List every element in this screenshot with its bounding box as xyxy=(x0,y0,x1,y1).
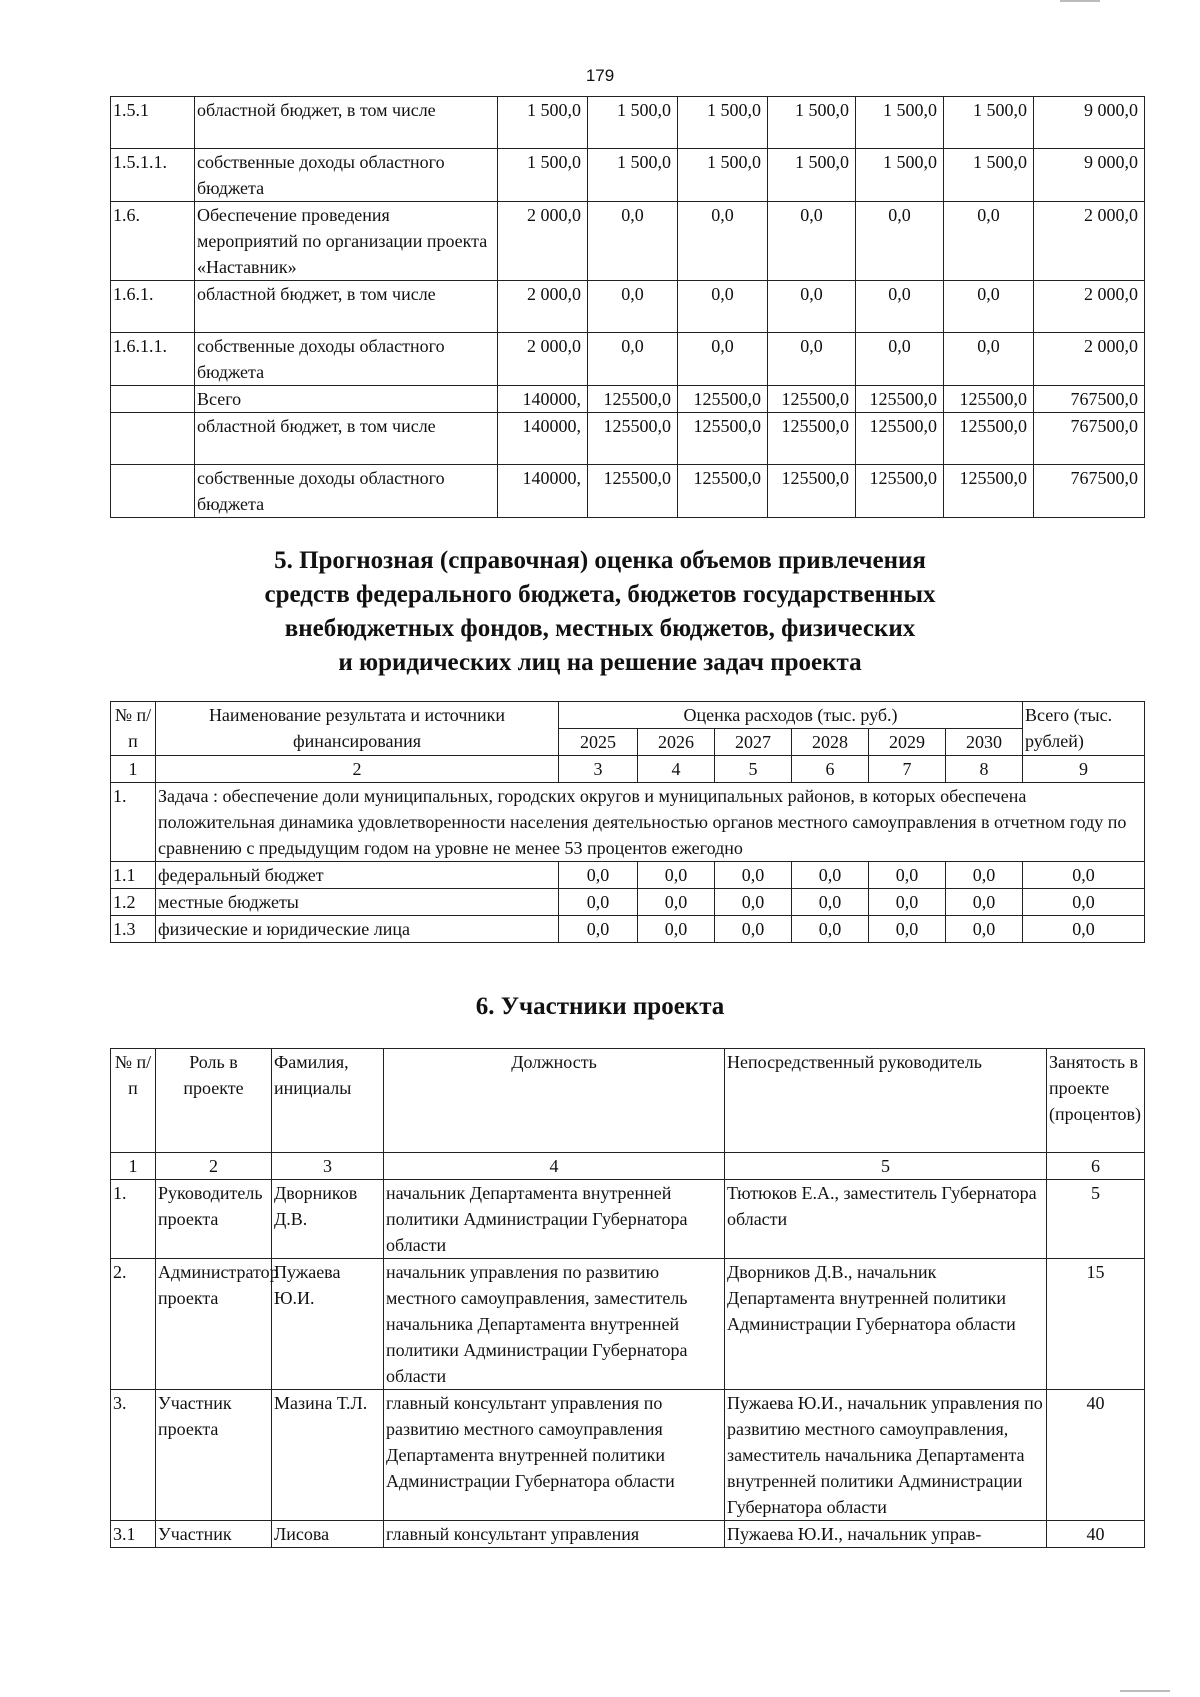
manager-cell: Пужаева Ю.И., начальник управ- xyxy=(725,1521,1047,1548)
scan-artifact xyxy=(1060,0,1100,2)
value-cell: 125500,0 xyxy=(588,465,678,518)
value-cell: 0,0 xyxy=(638,862,715,889)
value-cell: 0,0 xyxy=(768,281,856,333)
value-cell: 0,0 xyxy=(946,916,1023,943)
value-cell: 140000, xyxy=(498,413,588,465)
value-cell: 125500,0 xyxy=(768,413,856,465)
value-cell: 125500,0 xyxy=(944,413,1034,465)
finance-table xyxy=(110,96,1145,518)
row-name: собственные доходы областного бюджета xyxy=(195,333,498,386)
participants-body xyxy=(111,1049,1145,1548)
value-cell: 1 500,0 xyxy=(768,149,856,202)
row-number xyxy=(111,386,195,413)
value-cell: 0,0 xyxy=(715,916,792,943)
value-cell: 0,0 xyxy=(559,862,638,889)
row-number: 3. xyxy=(111,1390,156,1521)
header-estimate: Оценка расходов (тыс. руб.) xyxy=(559,702,1023,729)
header-name: Наименование результата и источники финансирования xyxy=(156,702,559,756)
year-header: 2028 xyxy=(792,729,869,756)
value-cell: 125500,0 xyxy=(588,413,678,465)
role-cell: Участник проекта xyxy=(156,1390,272,1521)
value-cell: 0,0 xyxy=(792,889,869,916)
manager-cell: Дворников Д.В., начальник Департамента внутренней политики Администрации Губернатора области xyxy=(725,1259,1047,1390)
section5-title-line: и юридических лиц на решение задач проекта xyxy=(338,649,862,676)
value-cell: 125500,0 xyxy=(944,386,1034,413)
scan-artifact xyxy=(1120,1690,1170,1692)
table-header-row xyxy=(111,702,1145,729)
funding-estimate-table xyxy=(110,701,1145,943)
table-row xyxy=(111,386,1145,413)
col-number: 3 xyxy=(559,756,638,783)
funding-estimate-body xyxy=(111,702,1145,943)
value-cell: 0,0 xyxy=(946,889,1023,916)
value-cell: 0,0 xyxy=(715,862,792,889)
value-cell: 1 500,0 xyxy=(498,149,588,202)
col-number: 4 xyxy=(638,756,715,783)
row-number: 1.3 xyxy=(111,916,156,943)
value-cell: 0,0 xyxy=(946,862,1023,889)
value-cell: 2 000,0 xyxy=(498,202,588,281)
value-cell: 0,0 xyxy=(638,889,715,916)
total-cell: 0,0 xyxy=(1023,889,1145,916)
total-cell: 9 000,0 xyxy=(1034,97,1145,149)
section5-title-line: средств федерального бюджета, бюджетов государственных xyxy=(264,581,936,608)
value-cell: 1 500,0 xyxy=(856,97,944,149)
total-cell: 0,0 xyxy=(1023,916,1145,943)
table-row xyxy=(111,1180,1145,1259)
table-row xyxy=(111,1259,1145,1390)
col-number: 4 xyxy=(384,1153,725,1180)
header-load: Занятость в проекте (процентов) xyxy=(1047,1049,1145,1153)
value-cell: 0,0 xyxy=(768,333,856,386)
value-cell: 0,0 xyxy=(559,889,638,916)
row-name: собственные доходы областного бюджета xyxy=(195,149,498,202)
header-name: Фамилия, инициалы xyxy=(272,1049,384,1153)
value-cell: 1 500,0 xyxy=(944,97,1034,149)
manager-cell: Пужаева Ю.И., начальник управления по развитию местного самоуправления, заместитель начальника Департамента внутренней политики Администрации Губернатора области xyxy=(725,1390,1047,1521)
header-total: Всего (тыс. рублей) xyxy=(1023,702,1145,756)
header-role: Роль в проекте xyxy=(156,1049,272,1153)
table-row xyxy=(111,1521,1145,1548)
row-name: физические и юридические лица xyxy=(156,916,559,943)
col-number: 7 xyxy=(869,756,946,783)
value-cell: 1 500,0 xyxy=(678,149,768,202)
row-name: местные бюджеты xyxy=(156,889,559,916)
col-number: 3 xyxy=(272,1153,384,1180)
value-cell: 0,0 xyxy=(768,202,856,281)
year-header: 2030 xyxy=(946,729,1023,756)
column-number-row xyxy=(111,756,1145,783)
value-cell: 0,0 xyxy=(856,281,944,333)
total-cell: 2 000,0 xyxy=(1034,333,1145,386)
position-cell: начальник управления по развитию местного самоуправления, заместитель начальника Департамента внутренней политики Администрации Губернатора области xyxy=(384,1259,725,1390)
name-cell: Лисова xyxy=(272,1521,384,1548)
load-cell: 40 xyxy=(1047,1390,1145,1521)
value-cell: 1 500,0 xyxy=(944,149,1034,202)
value-cell: 1 500,0 xyxy=(856,149,944,202)
value-cell: 0,0 xyxy=(869,889,946,916)
value-cell: 125500,0 xyxy=(678,465,768,518)
section6-title: 6. Участники проекта xyxy=(475,993,725,1020)
col-number: 6 xyxy=(1047,1153,1145,1180)
total-cell: 2 000,0 xyxy=(1034,281,1145,333)
section5-title-line: 5. Прогнозная (справочная) оценка объемов привлечения xyxy=(274,547,926,574)
position-cell: начальник Департамента внутренней политики Администрации Губернатора области xyxy=(384,1180,725,1259)
value-cell: 1 500,0 xyxy=(498,97,588,149)
total-cell: 767500,0 xyxy=(1034,465,1145,518)
row-name: собственные доходы областного бюджета xyxy=(195,465,498,518)
col-number: 1 xyxy=(111,756,156,783)
load-cell: 40 xyxy=(1047,1521,1145,1548)
value-cell: 0,0 xyxy=(588,202,678,281)
position-cell: главный консультант управления по развитию местного самоуправления Департамента внутренней политики Администрации Губернатора области xyxy=(384,1390,725,1521)
table-row xyxy=(111,413,1145,465)
total-cell: 0,0 xyxy=(1023,862,1145,889)
value-cell: 0,0 xyxy=(678,202,768,281)
value-cell: 140000, xyxy=(498,465,588,518)
table-header-row xyxy=(111,1049,1145,1153)
table-row xyxy=(111,202,1145,281)
col-number: 2 xyxy=(156,756,559,783)
total-cell: 767500,0 xyxy=(1034,386,1145,413)
position-cell: главный консультант управления xyxy=(384,1521,725,1548)
row-name: областной бюджет, в том числе xyxy=(195,97,498,149)
task-row xyxy=(111,783,1145,862)
row-number: 1.5.1.1. xyxy=(111,149,195,202)
row-number xyxy=(111,465,195,518)
col-number: 8 xyxy=(946,756,1023,783)
total-cell: 767500,0 xyxy=(1034,413,1145,465)
value-cell: 125500,0 xyxy=(768,465,856,518)
value-cell: 2 000,0 xyxy=(498,333,588,386)
header-position: Должность xyxy=(384,1049,725,1153)
value-cell: 0,0 xyxy=(944,202,1034,281)
role-cell: Администратор проекта xyxy=(156,1259,272,1390)
row-number: 1.6.1.1. xyxy=(111,333,195,386)
value-cell: 0,0 xyxy=(588,281,678,333)
row-name: областной бюджет, в том числе xyxy=(195,281,498,333)
value-cell: 1 500,0 xyxy=(588,149,678,202)
name-cell: Пужаева Ю.И. xyxy=(272,1259,384,1390)
participants-table xyxy=(110,1048,1145,1548)
value-cell: 0,0 xyxy=(559,916,638,943)
table-row xyxy=(111,333,1145,386)
value-cell: 0,0 xyxy=(856,202,944,281)
col-number: 9 xyxy=(1023,756,1145,783)
col-number: 1 xyxy=(111,1153,156,1180)
task-text: Задача : обеспечение доли муниципальных, городских округов и муниципальных районов, в которых обеспечена положительная динамика удовлетворенности населения деятельностью органов местного самоуправления в отчетном году по сравнению с предыдущим годом на уровне не менее 53 процентов ежегодно xyxy=(156,783,1145,862)
table-row xyxy=(111,97,1145,149)
value-cell: 0,0 xyxy=(792,916,869,943)
value-cell: 125500,0 xyxy=(678,386,768,413)
value-cell: 0,0 xyxy=(869,862,946,889)
header-num: № п/п xyxy=(111,1049,156,1153)
load-cell: 15 xyxy=(1047,1259,1145,1390)
year-header: 2026 xyxy=(638,729,715,756)
value-cell: 2 000,0 xyxy=(498,281,588,333)
value-cell: 125500,0 xyxy=(678,413,768,465)
value-cell: 125500,0 xyxy=(944,465,1034,518)
value-cell: 0,0 xyxy=(856,333,944,386)
column-number-row xyxy=(111,1153,1145,1180)
value-cell: 0,0 xyxy=(638,916,715,943)
row-number: 1.6.1. xyxy=(111,281,195,333)
total-cell: 2 000,0 xyxy=(1034,202,1145,281)
col-number: 6 xyxy=(792,756,869,783)
row-name: Всего xyxy=(195,386,498,413)
table-row xyxy=(111,862,1145,889)
name-cell: Мазина Т.Л. xyxy=(272,1390,384,1521)
row-number xyxy=(111,413,195,465)
value-cell: 0,0 xyxy=(869,916,946,943)
value-cell: 0,0 xyxy=(678,333,768,386)
manager-cell: Тютюков Е.А., заместитель Губернатора области xyxy=(725,1180,1047,1259)
row-number: 1. xyxy=(111,1180,156,1259)
total-cell: 9 000,0 xyxy=(1034,149,1145,202)
row-name: федеральный бюджет xyxy=(156,862,559,889)
value-cell: 1 500,0 xyxy=(588,97,678,149)
row-name: областной бюджет, в том числе xyxy=(195,413,498,465)
row-number: 2. xyxy=(111,1259,156,1390)
col-number: 5 xyxy=(715,756,792,783)
value-cell: 0,0 xyxy=(715,889,792,916)
value-cell: 1 500,0 xyxy=(678,97,768,149)
value-cell: 0,0 xyxy=(588,333,678,386)
finance-table-body xyxy=(111,97,1145,518)
col-number: 5 xyxy=(725,1153,1047,1180)
value-cell: 1 500,0 xyxy=(768,97,856,149)
table-row xyxy=(111,149,1145,202)
value-cell: 125500,0 xyxy=(856,465,944,518)
value-cell: 0,0 xyxy=(792,862,869,889)
table-row xyxy=(111,889,1145,916)
section5-title-line: внебюджетных фондов, местных бюджетов, физических xyxy=(284,615,916,642)
value-cell: 125500,0 xyxy=(768,386,856,413)
load-cell: 5 xyxy=(1047,1180,1145,1259)
header-manager: Непосредственный руководитель xyxy=(725,1049,1047,1153)
header-num: № п/п xyxy=(111,702,156,756)
year-header: 2027 xyxy=(715,729,792,756)
value-cell: 140000, xyxy=(498,386,588,413)
value-cell: 0,0 xyxy=(944,281,1034,333)
table-row xyxy=(111,1390,1145,1521)
name-cell: Дворников Д.В. xyxy=(272,1180,384,1259)
row-number: 1.5.1 xyxy=(111,97,195,149)
task-number: 1. xyxy=(111,783,156,862)
row-number: 1.1 xyxy=(111,862,156,889)
value-cell: 0,0 xyxy=(944,333,1034,386)
table-row xyxy=(111,465,1145,518)
row-number: 1.2 xyxy=(111,889,156,916)
year-header: 2029 xyxy=(869,729,946,756)
row-number: 3.1 xyxy=(111,1521,156,1548)
page-number: 179 xyxy=(585,66,615,85)
value-cell: 125500,0 xyxy=(856,413,944,465)
col-number: 2 xyxy=(156,1153,272,1180)
row-number: 1.6. xyxy=(111,202,195,281)
value-cell: 125500,0 xyxy=(588,386,678,413)
table-row xyxy=(111,916,1145,943)
value-cell: 0,0 xyxy=(678,281,768,333)
value-cell: 125500,0 xyxy=(856,386,944,413)
year-header: 2025 xyxy=(559,729,638,756)
role-cell: Участник xyxy=(156,1521,272,1548)
table-row xyxy=(111,281,1145,333)
row-name: Обеспечение проведения мероприятий по организации проекта «Наставник» xyxy=(195,202,498,281)
role-cell: Руководитель проекта xyxy=(156,1180,272,1259)
